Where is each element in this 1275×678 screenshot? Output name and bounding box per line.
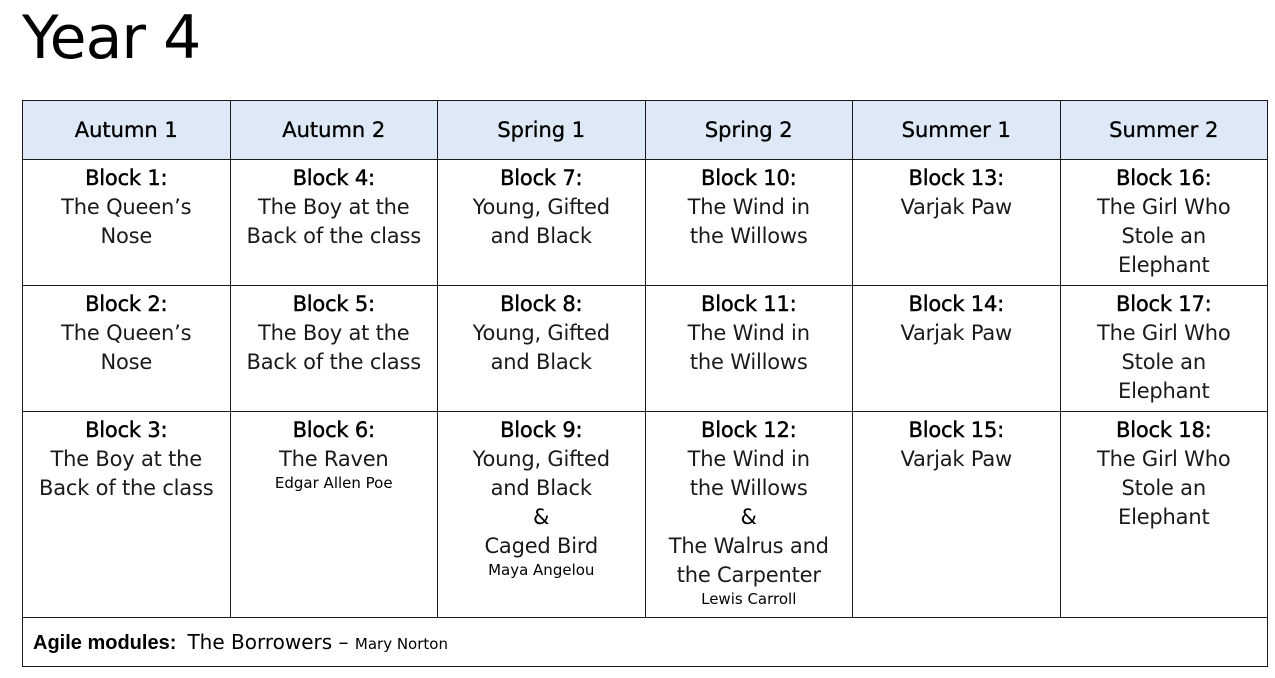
agile-book-title: The Borrowers [187, 629, 333, 654]
block-label: Block 1: [85, 166, 168, 190]
book-title: Young, Gifted and Black [472, 321, 610, 374]
book-title: Caged Bird [484, 534, 599, 558]
block-cell [230, 286, 438, 412]
curriculum-table [22, 100, 1268, 667]
block-label: Block 7: [500, 166, 583, 190]
block-label: Block 3: [85, 418, 168, 442]
agile-dash: – [332, 629, 355, 654]
book-title: Varjak Paw [900, 447, 1013, 471]
book-title: The Wind in the Willows [687, 447, 810, 500]
agile-modules-label: Agile modules: [33, 631, 177, 654]
block-row [23, 412, 1268, 618]
block-cell [853, 160, 1061, 286]
block-cell [1060, 286, 1268, 412]
block-label: Block 13: [908, 166, 1004, 190]
block-cell [853, 286, 1061, 412]
page-title: Year 4 [22, 3, 201, 73]
block-cell [645, 160, 853, 286]
block-cell [645, 286, 853, 412]
block-label: Block 5: [292, 292, 375, 316]
block-label: Block 17: [1116, 292, 1212, 316]
agile-modules-row [23, 618, 1268, 667]
block-cell [1060, 412, 1268, 618]
block-label: Block 9: [500, 418, 583, 442]
term-header-spring-1: Spring 1 [438, 101, 646, 160]
term-header-summer-1: Summer 1 [853, 101, 1061, 160]
block-cell [853, 412, 1061, 618]
book-title: Young, Gifted and Black [472, 447, 610, 500]
book-title: Young, Gifted and Black [472, 195, 610, 248]
block-cell [23, 286, 231, 412]
ampersand: & [533, 505, 550, 529]
block-label: Block 2: [85, 292, 168, 316]
book-title: The Walrus and the Carpenter [668, 534, 829, 587]
ampersand: & [740, 505, 757, 529]
block-cell [645, 412, 853, 618]
term-header-autumn-1: Autumn 1 [23, 101, 231, 160]
agile-modules-cell [23, 618, 1268, 667]
block-label: Block 8: [500, 292, 583, 316]
book-title: The Girl Who Stole an Elephant [1096, 321, 1231, 403]
block-label: Block 15: [908, 418, 1004, 442]
block-label: Block 14: [908, 292, 1004, 316]
agile-author-name: Mary Norton [354, 634, 448, 653]
book-title: The Raven [278, 447, 389, 471]
block-label: Block 16: [1116, 166, 1212, 190]
block-cell [23, 412, 231, 618]
book-title: The Queen’s Nose [61, 321, 192, 374]
book-title: Varjak Paw [900, 321, 1013, 345]
block-row [23, 286, 1268, 412]
block-cell [1060, 160, 1268, 286]
book-title: The Queen’s Nose [61, 195, 192, 248]
block-label: Block 6: [292, 418, 375, 442]
book-title: The Boy at the Back of the class [246, 195, 421, 248]
block-cell [23, 160, 231, 286]
block-label: Block 18: [1116, 418, 1212, 442]
book-title: The Wind in the Willows [687, 321, 810, 374]
author-name: Maya Angelou [488, 561, 595, 579]
block-label: Block 12: [701, 418, 797, 442]
block-cell [438, 160, 646, 286]
block-cell [438, 412, 646, 618]
book-title: Varjak Paw [900, 195, 1013, 219]
book-title: The Boy at the Back of the class [39, 447, 214, 500]
block-label: Block 11: [701, 292, 797, 316]
author-name: Lewis Carroll [701, 590, 797, 608]
block-cell [230, 160, 438, 286]
author-name: Edgar Allen Poe [274, 474, 393, 492]
book-title: The Girl Who Stole an Elephant [1096, 195, 1231, 277]
block-row [23, 160, 1268, 286]
block-cell [230, 412, 438, 618]
book-title: The Boy at the Back of the class [246, 321, 421, 374]
term-header-autumn-2: Autumn 2 [230, 101, 438, 160]
block-cell [438, 286, 646, 412]
block-label: Block 4: [292, 166, 375, 190]
book-title: The Girl Who Stole an Elephant [1096, 447, 1231, 529]
term-header-spring-2: Spring 2 [645, 101, 853, 160]
term-header-row [23, 101, 1268, 160]
book-title: The Wind in the Willows [687, 195, 810, 248]
block-label: Block 10: [701, 166, 797, 190]
term-header-summer-2: Summer 2 [1060, 101, 1268, 160]
